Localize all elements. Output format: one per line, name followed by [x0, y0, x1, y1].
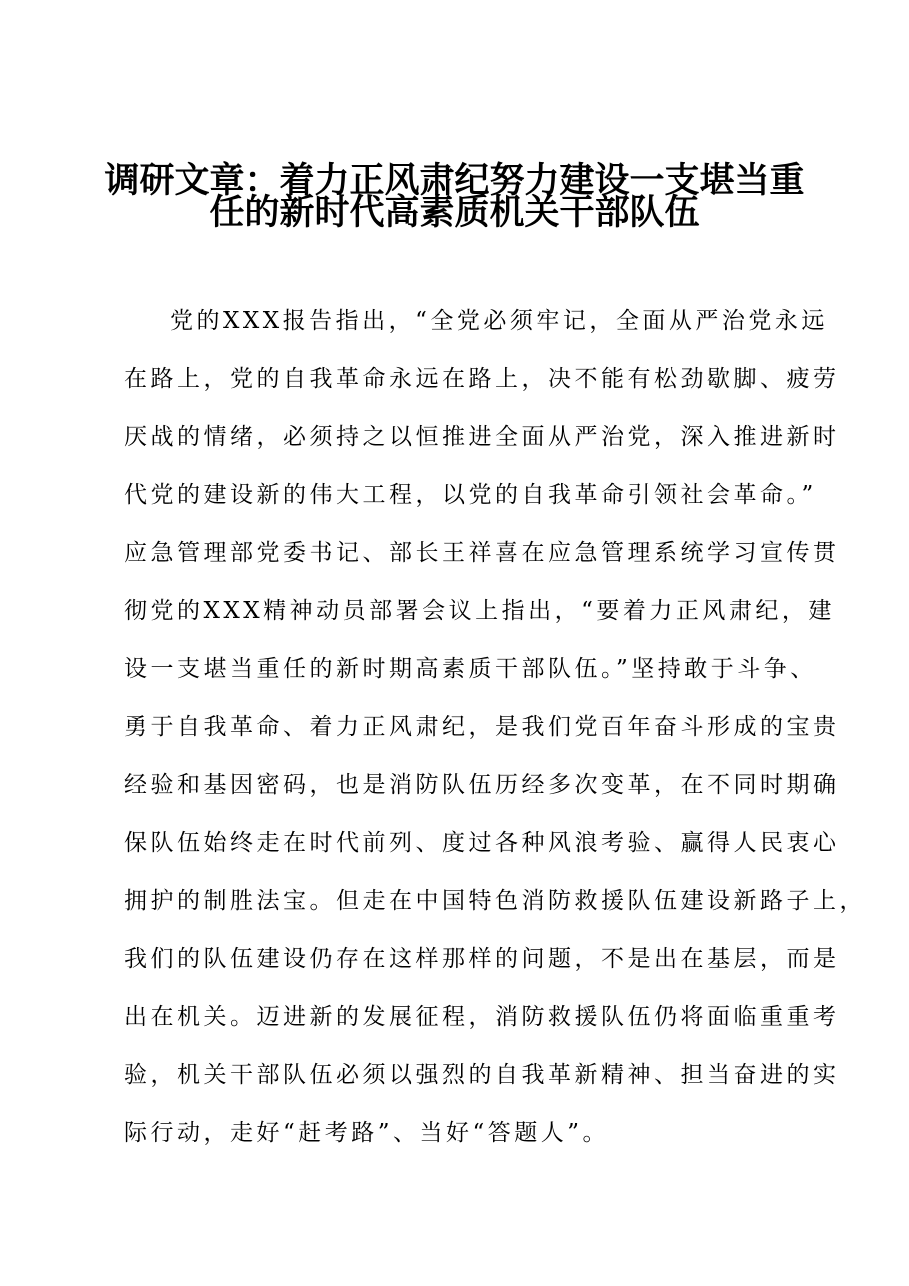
paragraph-line: 际行动，走好“赶考路”、当好“答题人”。	[124, 1120, 610, 1146]
paragraph-line: 拥护的制胜法宝。但走在中国特色消防救援队伍建设新路子上，	[124, 888, 866, 914]
paragraph-line: 应急管理部党委书记、部长王祥喜在应急管理系统学习宣传贯	[124, 540, 840, 566]
paragraph-line: 出在机关。迈进新的发展征程，消防救援队伍仍将面临重重考	[124, 1004, 840, 1030]
paragraph-line: 勇于自我革命、着力正风肃纪，是我们党百年奋斗形成的宝贵	[124, 714, 840, 740]
paragraph-line: 厌战的情绪，必须持之以恒推进全面从严治党，深入推进新时	[124, 424, 840, 450]
paragraph-line: 代党的建设新的伟大工程，以党的自我革命引领社会革命。”	[124, 482, 817, 508]
paragraph-line: 党的XXX报告指出，“全党必须牢记，全面从严治党永远	[170, 308, 828, 334]
paragraph-line: 经验和基因密码，也是消防队伍历经多次变革，在不同时期确	[124, 772, 840, 798]
paragraph-line: 在路上，党的自我革命永远在路上，决不能有松劲歇脚、疲劳	[124, 366, 840, 392]
title-line-2: 任的新时代高素质机关干部队伍	[209, 193, 700, 233]
paragraph-line: 保队伍始终走在时代前列、度过各种风浪考验、赢得人民衷心	[124, 830, 840, 856]
title-line-1: 调研文章：着力正风肃纪努力建设一支堪当重	[104, 161, 805, 201]
paragraph-line: 我们的队伍建设仍存在这样那样的问题，不是出在基层，而是	[124, 946, 840, 972]
paragraph-line: 验，机关干部队伍必须以强烈的自我革新精神、担当奋进的实	[124, 1062, 840, 1088]
paragraph-line: 彻党的XXX精神动员部署会议上指出，“要着力正风肃纪，建	[124, 598, 835, 624]
paragraph-line: 设一支堪当重任的新时期高素质干部队伍。”坚持敢于斗争、	[124, 656, 817, 682]
